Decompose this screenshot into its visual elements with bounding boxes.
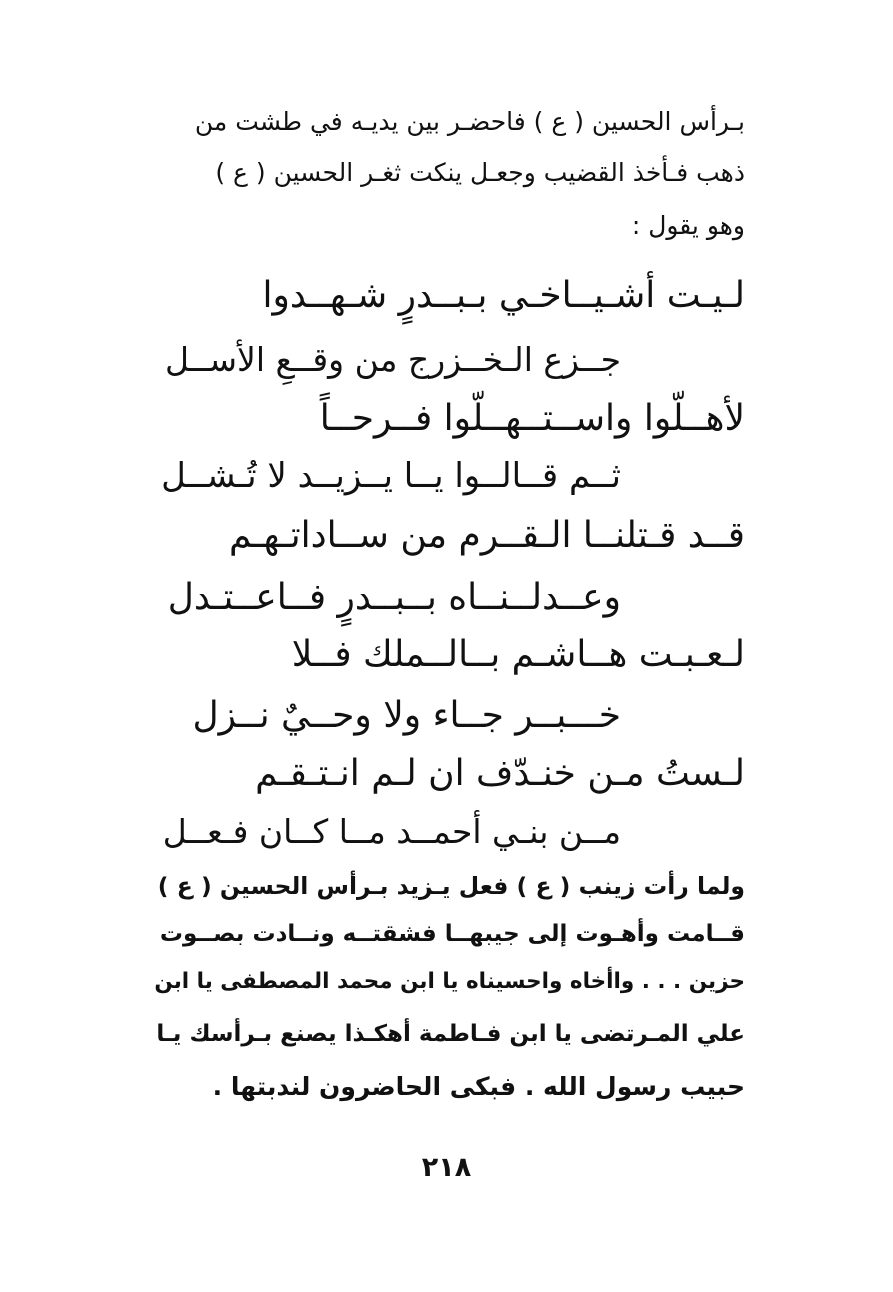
intro-line: ذهب فـأخذ القضيب وجعـل ينكت ثغـر الحسين ( ع ) <box>215 158 745 187</box>
poem-verse-second-hemistich: جــزع الـخــزرج من وقــعِ الأســل <box>165 340 621 379</box>
intro-line: وهو يقول : <box>631 211 745 240</box>
closing-line: حبيب رسول الله . فبكى الحاضرون لندبتها . <box>212 1072 745 1101</box>
poem-verse-first-hemistich: لأهــلّوا واســتــهــلّوا فــرحــاً <box>319 398 745 439</box>
poem-verse-second-hemistich: ثــم قــالــوا يــا يــزيــد لا تُـشــل <box>161 456 621 496</box>
poem-verse-first-hemistich: لـيـت أشـيــاخـي بـبــدرٍ شـهــدوا <box>262 275 745 316</box>
page-number: ٢١٨ <box>421 1152 472 1183</box>
poem-verse-first-hemistich: لـعـبـت هــاشـم بــالــملك فــلا <box>291 634 745 675</box>
intro-line: بـرأس الحسين ( ع ) فاحضـر بين يديـه في طشت من <box>194 107 745 136</box>
closing-line: علي المـرتضى يا ابن فـاطمة أهكـذا يصنع بـرأسك يـا <box>156 1021 745 1047</box>
poem-verse-second-hemistich: خـــبــر جــاء ولا وحــيٌ نــزل <box>192 695 621 736</box>
poem-verse-first-hemistich: قــد قـتلنــا الـقــرم من ســاداتـهـم <box>228 515 745 556</box>
poem-verse-second-hemistich: وعــدلــنــاه بــبــدرٍ فــاعــتـدل <box>167 577 621 618</box>
poem-verse-second-hemistich: مــن بنـي أحمــد مــا كــان فـعــل <box>162 812 621 851</box>
closing-line: ولما رأت زينب ( ع ) فعل يـزيد بـرأس الحسين ( ع ) <box>157 872 745 900</box>
closing-line: حزين . . . واأخاه واحسيناه يا ابن محمد المصطفى يا ابن <box>154 969 745 994</box>
closing-line: قــامت وأهـوت إلى جيبهــا فشقتــه ونــادت بصــوت <box>159 921 745 947</box>
poem-verse-first-hemistich: لـستُ مـن خنـدّف ان لـم انـتـقـم <box>255 753 745 794</box>
